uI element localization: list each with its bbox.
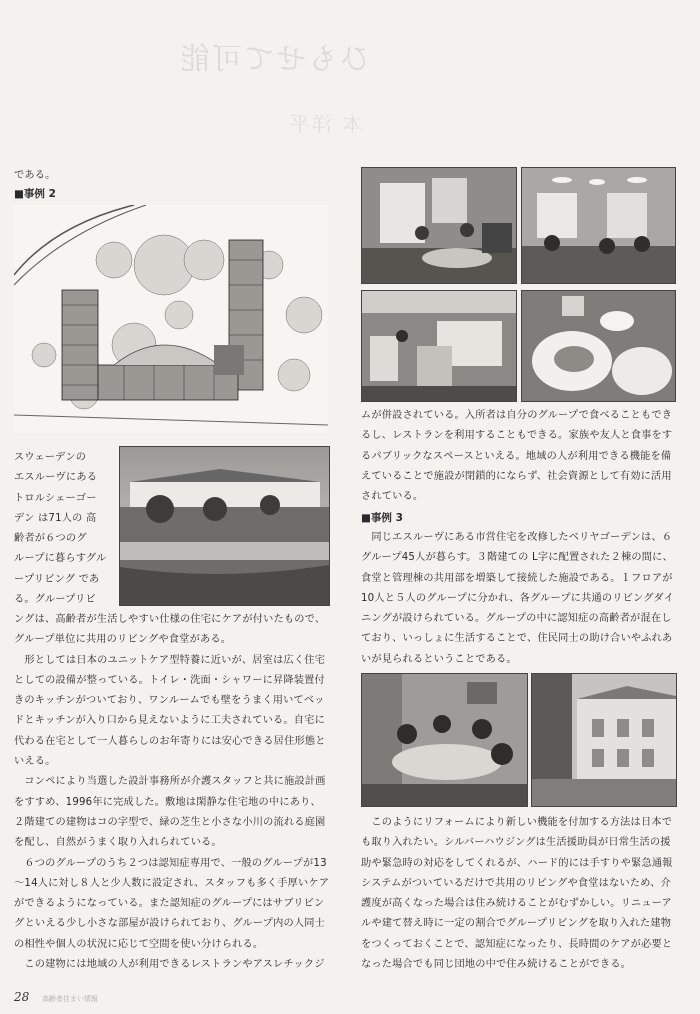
body-line: 形としては日本のユニットケア型特養に近いが、居室は広く住宅 xyxy=(14,654,326,666)
body-line: グといえる少し小さな部屋が設けられており、グループ内の人同士 xyxy=(14,918,326,930)
body-line: の相性や個人の状況に応じて空間を使い分けられる。 xyxy=(14,938,264,950)
body-line: きのキッチンがついており、ワンルームでも壁をうまく用いてベッ xyxy=(14,695,325,707)
page-number: 28 xyxy=(14,990,30,1004)
body-line: 食堂と管理棟の共用部を増築して接続した施設である。１フロアが xyxy=(361,572,673,584)
wrap-line: スウェーデンの xyxy=(14,452,87,463)
wrap-line: ープリビング であ xyxy=(14,573,100,585)
photo-dining-room xyxy=(521,167,676,284)
body-line: 助や緊急時の対応をしてくれるが、ハード的には手すりや緊急通報 xyxy=(361,857,673,869)
body-line: グループ単位に共用のリビングや食堂がある。 xyxy=(14,634,232,646)
photo-meal-plates xyxy=(521,290,676,402)
body-line: をすすめ、1996年に完成した。敷地は閑静な住宅地の中にあり、 xyxy=(14,796,321,808)
case3-text xyxy=(361,528,681,670)
body-line: をつくっておくことで、認知症になったり、長時間のケアが必要と xyxy=(361,938,673,950)
final-text xyxy=(361,813,681,975)
intro-line: である。 xyxy=(14,170,56,181)
body-line: ができるようになっている。また認知症のグループにはサブリビン xyxy=(14,898,325,910)
body-line: としての設備が整っている。トイレ・洗面・シャワーに昇降装置付 xyxy=(14,674,325,686)
body-line: ルや建て替え時に一定の割合でグループリビングを取り入れた建物 xyxy=(361,918,672,930)
body-line: も取り入れたい。シルバーハウジングは生活援助員が日常生活の援 xyxy=(361,837,671,849)
right-cont-text xyxy=(361,406,681,507)
body-line: を配し、自然がうまく取り入れられている。 xyxy=(14,837,222,849)
body-line: ングは、高齢者が生活しやすい仕様の住宅にケアが付いたもので、 xyxy=(14,614,326,625)
body-line: ６つのグループのうち２つは認知症専用で、一般のグループが13 xyxy=(14,857,327,869)
ghost-bleedthrough-author: 本 洋平 xyxy=(288,112,363,136)
body-line: ムが併設されている。入所者は自分のグループで食べることもでき xyxy=(361,410,673,421)
wrap-line: 齢者が６つのグ xyxy=(14,533,87,545)
body-line: なった場合でも同じ団地の中で住み続けることができる。 xyxy=(361,959,632,971)
body-line: このようにリフォームにより新しい機能を付加する方法は日本で xyxy=(361,817,673,828)
photo-residents-table xyxy=(361,673,528,807)
body-line: グループ45人が暮らす。３階建ての L字に配置された２棟の間に、 xyxy=(361,552,673,564)
body-line: この建物には地域の人が利用できるレストランやアスレチックジ xyxy=(14,959,325,971)
body-line: ２階建ての建物はコの字型で、緑の芝生と小さな小川の流れる庭園 xyxy=(14,816,326,828)
body-line: コンペにより当選した設計事務所が介護スタッフと共に施設計画 xyxy=(14,776,326,788)
wrap-line: エスルーヴにある xyxy=(14,472,98,484)
case3-heading: ■事例 3 xyxy=(361,512,403,524)
body-line: るパブリックなスペースといえる。地域の人が利用できる機能を備 xyxy=(361,450,672,462)
wrap-line: る。グループリビ xyxy=(14,594,96,606)
body-line: ており、いっしょに生活することで、住民同士の助け合いやふれあ xyxy=(361,633,673,645)
photo-living-room xyxy=(361,167,517,284)
left-body-text xyxy=(14,610,344,975)
wrap-line: ループに暮らすグル xyxy=(14,553,107,565)
body-line: いえる。 xyxy=(14,756,56,768)
body-line: 10人と５人のグループに分かれ、各グループに共通のリビングダイ xyxy=(361,592,674,604)
body-line: えていることで施設が閉鎖的にならず、社会資源として有効に活用 xyxy=(361,470,672,482)
body-line: いが見られるということである。 xyxy=(361,653,517,665)
wrap-line: デン は71人の 高 xyxy=(14,512,97,524)
body-line: システムがついているだけで共用のリビングや食堂はないため、介 xyxy=(361,877,671,889)
running-footer: 高齢者住まい情報 xyxy=(42,995,98,1003)
body-line: 同じエスルーヴにある市営住宅を改修したベリヤゴーデンは、６ xyxy=(361,532,673,543)
case2-heading: ■事例 2 xyxy=(14,188,56,200)
body-line: るし、レストランを利用することもできる。家族や友人と食事をす xyxy=(361,430,673,442)
wrap-text-block xyxy=(14,448,118,610)
photo-bellygarden-exterior xyxy=(531,673,677,807)
site-plan-drawing xyxy=(14,205,328,433)
body-line: されている。 xyxy=(361,491,424,503)
body-line: ドとキッチンが入り口から見えないように工夫されている。自宅に xyxy=(14,715,325,727)
wrap-line: トロルシェーゴー xyxy=(14,492,97,504)
body-line: 護度が高くなった場合は住み続けることがむずかしい。リニューア xyxy=(361,898,672,910)
photo-kitchen xyxy=(361,290,517,402)
body-line: 代わる在宅として一人暮らしのお年寄りには安心できる居住形態と xyxy=(14,735,326,747)
body-line: ～14人に対し８人と少人数に設定され、スタッフも多く手厚いケア xyxy=(14,877,330,889)
ghost-bleedthrough-title: ひもせて可能 xyxy=(178,42,370,77)
body-line: ニングが設けられている。グループの中に認知症の高齢者が混在し xyxy=(361,613,672,625)
exterior-photo-trollshegarden xyxy=(119,446,330,606)
